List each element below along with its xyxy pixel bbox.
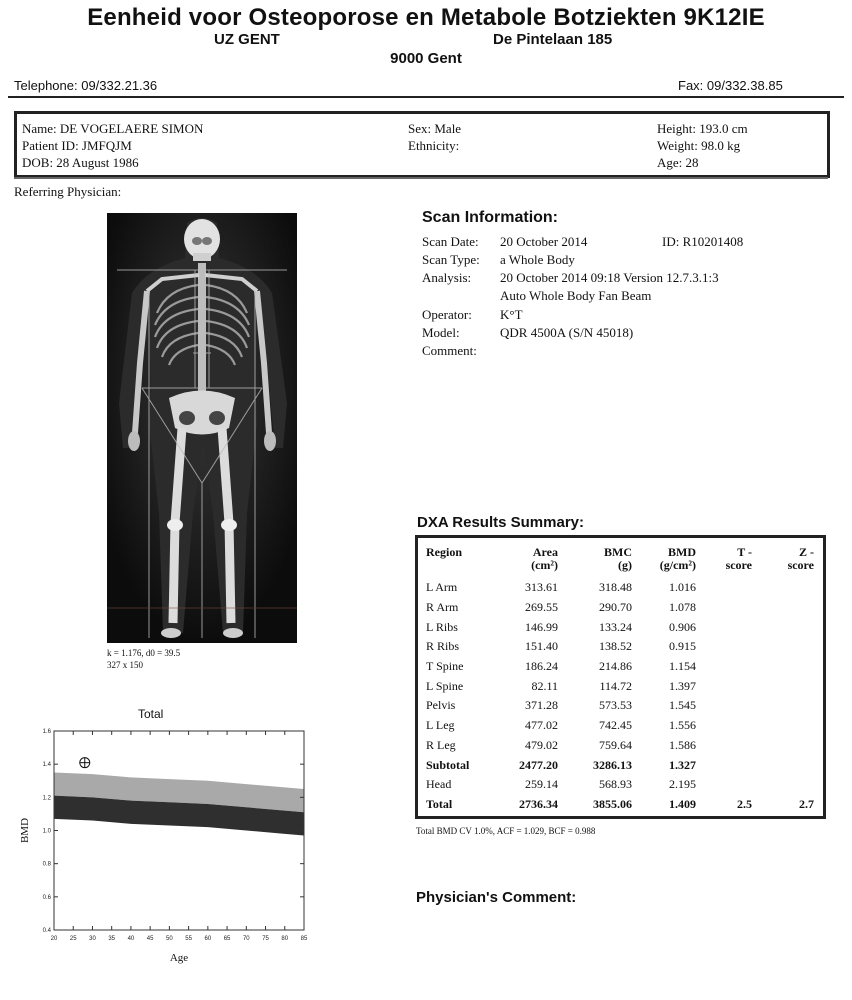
table-row [426,716,814,736]
cell-bmc: 318.48 [599,580,632,595]
cell-region: Head [426,777,452,792]
x-tick-label: 75 [262,936,269,942]
cell-bmd: 1.545 [669,698,696,713]
cell-bmd: 1.154 [669,659,696,674]
cell-t [696,637,752,657]
y-axis-label: BMD [19,817,31,844]
cell-region: L Spine [426,678,464,693]
cell-t [696,775,752,795]
cell-bmc: 742.45 [599,718,632,733]
cell-region: Total [426,796,453,811]
telephone: Telephone: 09/332.21.36 [14,78,158,93]
cell-t [696,736,752,756]
col-region: Region [426,545,462,559]
cell-area: 146.99 [525,619,558,634]
hospital-name: UZ GENT [214,31,280,48]
cell-bmc: 573.53 [599,698,632,713]
col-area: Area (cm²) [531,545,558,572]
y-tick-label: 0.4 [42,928,51,934]
x-axis-label: Age [169,952,189,964]
cell-z [752,775,814,795]
cell-area: 269.55 [525,600,558,615]
cell-bmd: 1.586 [669,737,696,752]
cell-z [752,637,814,657]
physician-comment-heading: Physician's Comment: [416,889,577,906]
cell-bmc: 759.64 [599,737,632,752]
cell-bmc: 290.70 [599,600,632,615]
x-tick-label: 25 [69,936,77,942]
cell-bmd: 0.915 [669,639,696,654]
cell-area: 2736.34 [519,796,558,811]
bmd-reference-chart [14,723,314,968]
x-tick-label: 50 [166,936,173,942]
analysis-line2: Auto Whole Body Fan Beam [500,288,652,303]
cell-bmd: 2.195 [669,777,696,792]
cell-area: 479.02 [525,737,558,752]
patient-weight: Weight: 98.0 kg [657,138,741,153]
x-tick-label: 65 [223,936,231,942]
table-row [426,676,814,696]
cell-z [752,598,814,618]
cell-t [696,676,752,696]
header-divider [8,96,844,98]
cell-z [752,578,814,598]
image-caption [107,647,180,671]
cell-region: T Spine [426,659,464,674]
y-tick-label: 1.4 [42,762,51,769]
cell-z [752,716,814,736]
analysis-line1: 20 October 2014 09:18 Version 12.7.3.1:3 [500,270,719,285]
hospital-address: De Pintelaan 185 [493,31,613,48]
col-zscore: Z - score [787,545,814,572]
cell-region: L Leg [426,718,455,733]
table-row [426,755,814,775]
patient-dob: DOB: 28 August 1986 [22,155,139,170]
cell-bmc: 214.86 [599,659,632,674]
cell-t [696,578,752,598]
cell-z [752,696,814,716]
cell-t [696,755,752,775]
patient-box-shadow [14,177,828,179]
cell-area: 151.40 [525,639,558,654]
cell-bmd: 1.409 [669,796,696,811]
patient-height: Height: 193.0 cm [657,121,748,136]
cell-region: Pelvis [426,698,456,713]
cell-z [752,617,814,637]
y-tick-label: 0.6 [42,894,51,901]
cell-area: 82.11 [531,678,558,693]
patient-id: Patient ID: JMFQJM [22,138,132,153]
table-row [426,795,814,815]
cell-region: R Arm [426,600,459,615]
cell-bmc: 3286.13 [593,757,632,772]
cell-region: L Arm [426,580,458,595]
operator: K°T [500,307,523,322]
dxa-heading: DXA Results Summary: [417,514,584,531]
chart-title: Total [138,707,164,721]
hospital-city: 9000 Gent [390,50,462,67]
whole-body-scan-image [107,213,297,643]
cell-z [752,755,814,775]
table-row [426,775,814,795]
cell-area: 371.28 [525,698,558,713]
cell-bmd: 1.016 [669,580,696,595]
cell-bmc: 3855.06 [593,796,632,811]
analysis-label: Analysis: [422,270,472,285]
comment-label: Comment: [422,343,477,358]
cell-t [696,716,752,736]
x-tick-label: 20 [50,936,58,942]
cell-area: 313.61 [525,580,558,595]
patient-age: Age: 28 [657,155,699,170]
cell-bmc: 114.72 [599,678,632,693]
x-tick-label: 85 [300,936,308,942]
table-header-row [426,546,814,572]
x-tick-label: 30 [89,936,96,942]
cell-t [696,657,752,677]
scan-date-label: Scan Date: [422,234,479,249]
scan-info-heading: Scan Information: [422,209,559,226]
table-row [426,637,814,657]
col-bmd: BMD (g/cm²) [659,545,696,572]
fax: Fax: 09/332.38.85 [678,78,783,93]
x-tick-label: 80 [281,936,289,942]
scan-type-label: Scan Type: [422,252,480,267]
x-tick-label: 55 [185,936,192,942]
cell-bmc: 133.24 [599,619,632,634]
cell-region: Subtotal [426,757,470,772]
image-caption-line2: 327 x 150 [107,660,143,670]
scan-id: ID: R10201408 [662,234,744,249]
table-row [426,657,814,677]
cell-bmd: 1.327 [669,757,696,772]
table-row [426,598,814,618]
scan-date: 20 October 2014 [500,234,588,249]
cell-t [696,617,752,637]
model: QDR 4500A (S/N 45018) [500,325,634,340]
cell-z [752,736,814,756]
x-tick-label: 60 [204,936,212,942]
dxa-footnote: Total BMD CV 1.0%, ACF = 1.029, BCF = 0.988 [416,826,596,836]
cell-bmc: 568.93 [599,777,632,792]
patient-ethnicity: Ethnicity: [408,138,460,153]
cell-t: 2.5 [737,796,752,811]
cell-region: R Ribs [426,639,460,654]
referring-physician: Referring Physician: [14,184,122,199]
operator-label: Operator: [422,307,472,322]
patient-info-box [14,111,830,178]
cell-t [696,598,752,618]
cell-area: 477.02 [525,718,558,733]
scan-type: a Whole Body [500,252,575,267]
table-row [426,736,814,756]
y-tick-label: 1.2 [42,795,51,802]
cell-bmd: 1.556 [669,718,696,733]
cell-bmd: 1.078 [669,600,696,615]
x-tick-label: 70 [242,936,250,942]
table-row [426,617,814,637]
x-tick-label: 45 [146,936,154,942]
cell-region: R Leg [426,737,456,752]
cell-t [696,696,752,716]
cell-z [752,657,814,677]
cell-bmd: 0.906 [669,619,696,634]
x-tick-label: 40 [127,936,135,942]
col-bmc: BMC (g) [604,545,632,572]
cell-area: 2477.20 [519,757,558,772]
dxa-results-box [415,535,826,819]
cell-bmd: 1.397 [669,678,696,693]
cell-area: 186.24 [525,659,558,674]
y-tick-label: 0.8 [42,861,51,868]
patient-name: Name: DE VOGELAERE SIMON [22,121,204,136]
y-tick-label: 1.6 [42,729,51,735]
model-label: Model: [422,325,460,340]
cell-area: 259.14 [525,777,558,792]
dxa-results-table [426,546,814,814]
patient-sex: Sex: Male [408,121,462,136]
cell-z: 2.7 [799,796,814,811]
table-row [426,696,814,716]
x-tick-label: 35 [108,936,116,942]
cell-bmc: 138.52 [599,639,632,654]
table-row [426,578,814,598]
y-tick-label: 1.0 [42,828,51,835]
col-tscore: T - score [725,545,752,572]
cell-z [752,676,814,696]
cell-region: L Ribs [426,619,458,634]
image-caption-line1: k = 1.176, d0 = 39.5 [107,648,181,658]
report-title: Eenheid voor Osteoporose en Metabole Botziekten 9K12IE [87,4,765,31]
